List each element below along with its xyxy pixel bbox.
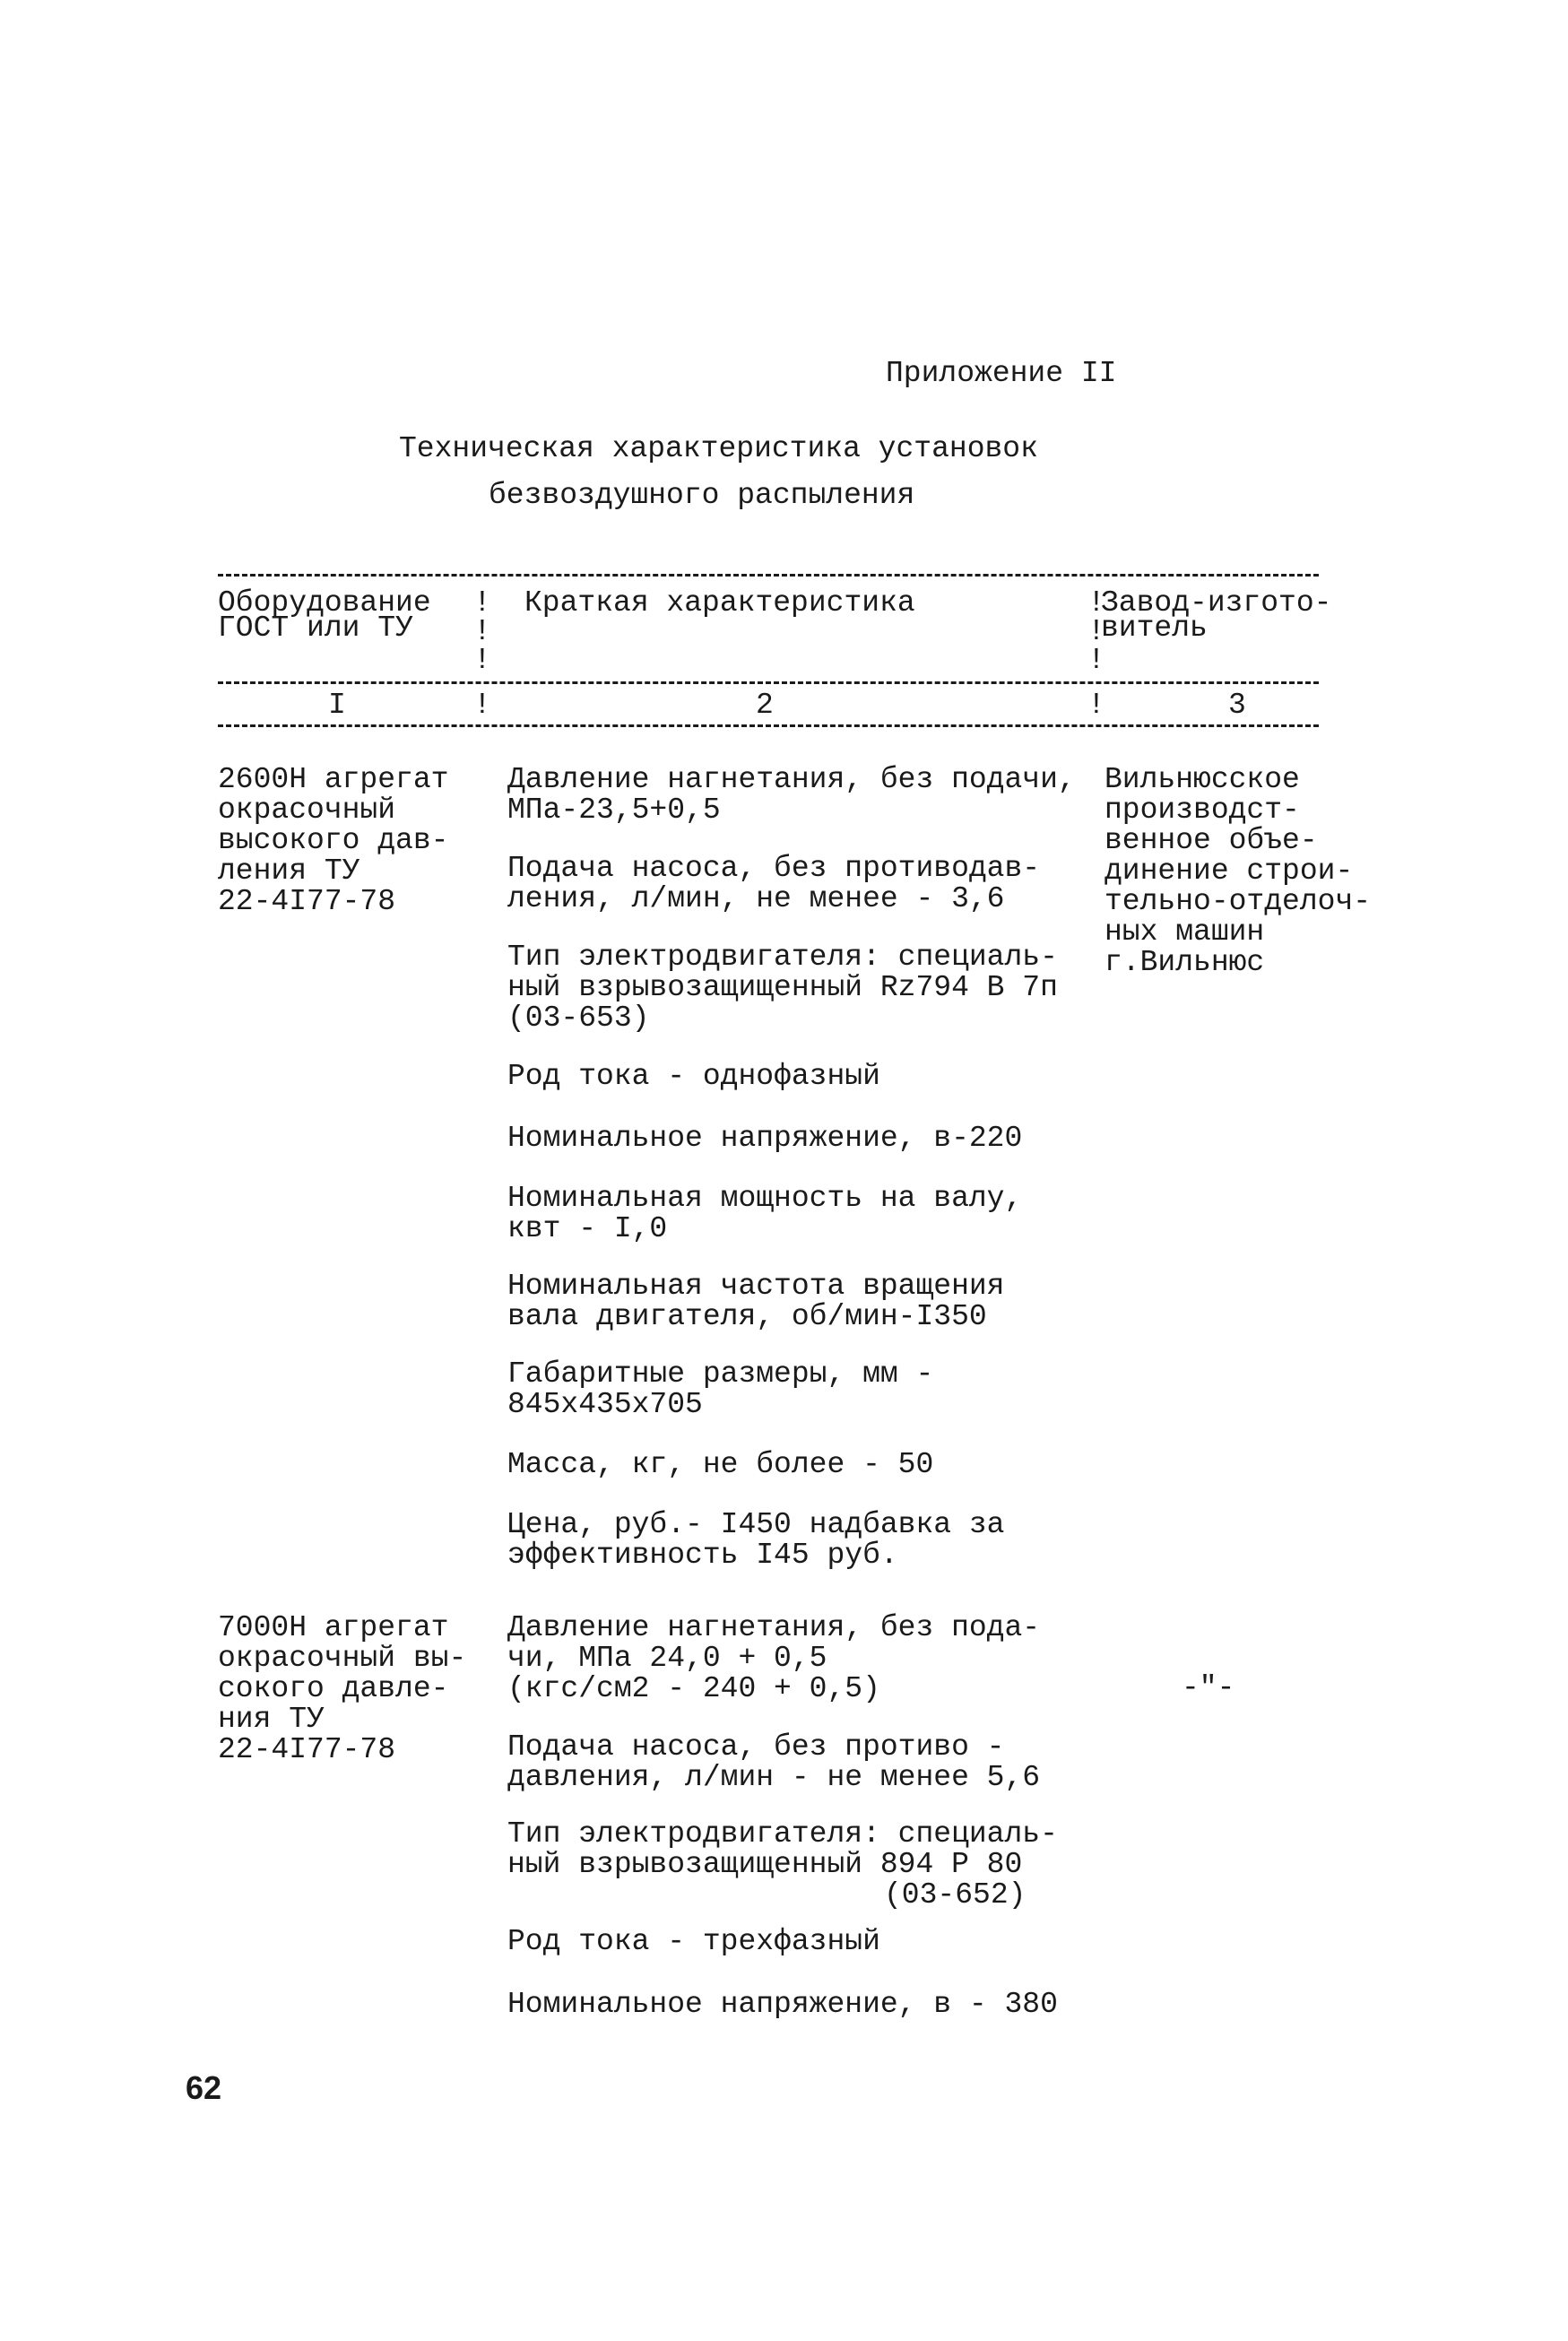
header-separator: ! xyxy=(473,586,491,620)
characteristic-line: Род тока - однофазный xyxy=(507,1060,880,1093)
header-characteristics: Краткая характеристика xyxy=(524,586,915,620)
header-manufacturer-line: Завод-изгото- xyxy=(1101,586,1332,620)
characteristic-line: МПа-23,5+0,5 xyxy=(507,793,721,827)
row-1-char-5 xyxy=(507,1123,1022,1154)
row-1-char-1 xyxy=(507,765,1076,826)
characteristic-line: эффективность I45 руб. xyxy=(507,1539,898,1572)
manufacturer-line: производст- xyxy=(1105,793,1300,827)
header-separator: ! xyxy=(1087,644,1105,677)
characteristic-line: Тип электродвигателя: специаль- xyxy=(507,941,1058,974)
characteristic-line: ный взрывозащищенный Rz794 В 7п xyxy=(507,971,1058,1004)
row-1-char-6 xyxy=(507,1184,1022,1244)
characteristic-line: Масса, кг, не более - 50 xyxy=(507,1448,934,1481)
manufacturer-line: динение строи- xyxy=(1105,854,1354,888)
characteristic-line: Подача насоса, без противо - xyxy=(507,1730,1005,1764)
manufacturer-line: Вильнюсское xyxy=(1105,763,1300,796)
header-separator: ! xyxy=(1087,615,1105,648)
equipment-line: 22-4I77-78 xyxy=(218,1733,396,1766)
row-2-char-2 xyxy=(507,1732,1040,1793)
row-1-manufacturer xyxy=(1105,765,1371,978)
equipment-line: сокого давле- xyxy=(218,1672,449,1705)
row-1-char-8 xyxy=(507,1359,933,1420)
row-1-char-4 xyxy=(507,1062,880,1092)
title-line-1: Техническая характеристика установок xyxy=(399,432,1038,465)
characteristic-line: Габаритные размеры, мм - xyxy=(507,1357,934,1391)
header-separator: ! xyxy=(1087,586,1105,620)
header-manufacturer-line: витель xyxy=(1101,611,1208,645)
characteristic-line: чи, МПа 24,0 + 0,5 xyxy=(507,1642,827,1675)
header-bottom-rule xyxy=(218,681,1319,684)
header-manufacturer xyxy=(1101,588,1331,644)
characteristic-line: 845x435x705 xyxy=(507,1388,703,1421)
row-1-char-2 xyxy=(507,854,1040,915)
header-equipment-line: ГОСТ или ТУ xyxy=(218,611,413,645)
title-line-2: безвоздушного распыления xyxy=(489,479,915,512)
characteristic-line: Давление нагнетания, без подачи, xyxy=(507,763,1076,796)
manufacturer-line: тельно-отделоч- xyxy=(1105,885,1372,918)
equipment-line: окрасочный xyxy=(218,793,396,827)
equipment-line: 2600Н агрегат xyxy=(218,763,449,796)
column-numbers-rule xyxy=(218,724,1319,727)
manufacturer-line: г.Вильнюс xyxy=(1105,946,1265,979)
row-1-char-7 xyxy=(507,1271,1005,1332)
row-1-char-3 xyxy=(507,942,1058,1034)
characteristic-line: Номинальное напряжение, в-220 xyxy=(507,1122,1023,1155)
characteristic-line: Цена, руб.- I450 надбавка за xyxy=(507,1508,1005,1541)
row-2-char-1 xyxy=(507,1613,1040,1704)
row-2-equipment xyxy=(218,1613,466,1765)
characteristic-line: ления, л/мин, не менее - 3,6 xyxy=(507,882,1005,915)
characteristic-line: вала двигателя, об/мин-I350 xyxy=(507,1300,987,1333)
header-equipment-line: Оборудование xyxy=(218,586,431,620)
characteristic-line: Номинальная мощность на валу, xyxy=(507,1182,1023,1215)
manufacturer-line: венное объе- xyxy=(1105,824,1318,857)
characteristic-line: Давление нагнетания, без пода- xyxy=(507,1611,1041,1644)
equipment-line: 7000Н агрегат xyxy=(218,1611,449,1644)
characteristic-line: Подача насоса, без противодав- xyxy=(507,852,1041,885)
equipment-line: высокого дав- xyxy=(218,824,449,857)
characteristic-line: (03-653) xyxy=(507,1001,650,1035)
header-separator: ! xyxy=(1087,689,1105,722)
appendix-label: Приложение II xyxy=(886,357,1117,390)
header-separator: ! xyxy=(473,689,491,722)
characteristic-line: (кгс/см2 - 240 + 0,5) xyxy=(507,1672,880,1705)
column-number: 3 xyxy=(1228,689,1246,722)
equipment-line: ления ТУ xyxy=(218,854,360,888)
equipment-line: 22-4I77-78 xyxy=(218,885,396,918)
characteristic-line: давления, л/мин - не менее 5,6 xyxy=(507,1761,1041,1794)
characteristic-line: Номинальная частота вращения xyxy=(507,1270,1005,1303)
equipment-line: ния ТУ xyxy=(218,1703,325,1736)
characteristic-line: Род тока - трехфазный xyxy=(507,1925,880,1958)
manufacturer-line: ных машин xyxy=(1105,915,1265,949)
page-number: 62 xyxy=(186,2069,222,2106)
row-2-manufacturer: -"- xyxy=(1182,1671,1235,1704)
equipment-line: окрасочный вы- xyxy=(218,1642,467,1675)
header-separator: ! xyxy=(473,615,491,648)
characteristic-line: квт - I,0 xyxy=(507,1212,668,1245)
row-2-char-4 xyxy=(507,1927,880,1957)
characteristic-line: ный взрывозащищенный 894 Р 80 xyxy=(507,1848,1023,1881)
row-1-char-9 xyxy=(507,1450,933,1480)
header-top-rule xyxy=(218,574,1319,577)
row-1-char-10 xyxy=(507,1510,1005,1571)
row-2-char-3 xyxy=(507,1819,1058,1911)
column-number: 2 xyxy=(756,689,774,722)
header-separator: ! xyxy=(473,644,491,677)
characteristic-line: Тип электродвигателя: специаль- xyxy=(507,1817,1058,1851)
characteristic-line: Номинальное напряжение, в - 380 xyxy=(507,1988,1058,2021)
row-1-equipment xyxy=(218,765,448,917)
characteristic-line: (03-652) xyxy=(884,1878,1027,1912)
header-equipment xyxy=(218,588,431,644)
column-number: I xyxy=(328,689,346,722)
row-2-char-5 xyxy=(507,1990,1058,2020)
